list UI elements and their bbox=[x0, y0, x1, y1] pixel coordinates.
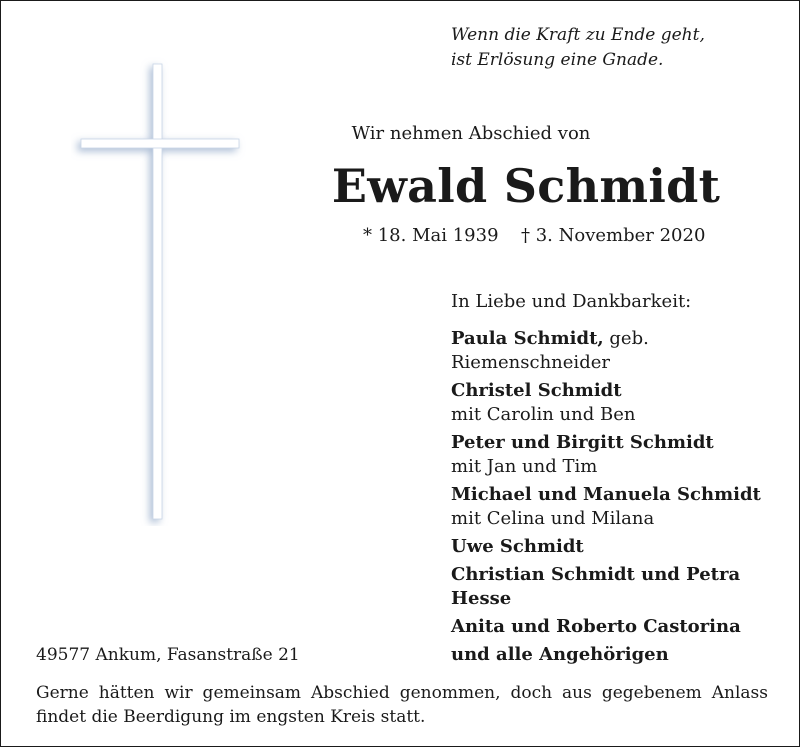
mourner-entry bbox=[451, 615, 799, 639]
funeral-note: Gerne hätten wir gemeinsam Abschied genommen, doch aus gegebenem Anlass findet die Beerdigung im engsten Kreis statt. bbox=[36, 683, 768, 727]
birth-date: * 18. Mai 1939 bbox=[363, 225, 499, 246]
family-address: 49577 Ankum, Fasanstraße 21 bbox=[36, 645, 300, 665]
mourner-entry bbox=[451, 379, 799, 427]
mourner-detail: geb. Riemenschneider bbox=[451, 328, 649, 373]
mourner-entry bbox=[451, 643, 799, 667]
mourner-entry bbox=[451, 535, 799, 559]
mourner-name: Uwe Schmidt bbox=[451, 536, 584, 557]
deceased-name: Ewald Schmidt bbox=[331, 159, 721, 213]
mourner-name: und alle Angehörigen bbox=[451, 644, 669, 665]
quote bbox=[451, 23, 705, 73]
farewell-intro: Wir nehmen Abschied von bbox=[351, 123, 591, 144]
death-date: † 3. November 2020 bbox=[521, 225, 706, 246]
mourner-name: Michael und Manuela Schmidt bbox=[451, 484, 761, 505]
mourner-entry bbox=[451, 431, 799, 479]
mourner-entry bbox=[451, 563, 799, 611]
mourner-name: Christel Schmidt bbox=[451, 380, 622, 401]
mourner-entry bbox=[451, 327, 799, 375]
quote-line-2: ist Erlösung eine Gnade. bbox=[451, 50, 664, 70]
mourner-entry bbox=[451, 483, 799, 531]
mourner-children: mit Jan und Tim bbox=[451, 456, 598, 477]
mourner-name: Paula Schmidt, bbox=[451, 328, 604, 349]
mourner-children: mit Celina und Milana bbox=[451, 508, 655, 529]
mourners-intro: In Liebe und Dankbarkeit: bbox=[451, 291, 692, 312]
mourners-list bbox=[451, 327, 799, 667]
mourner-name: Anita und Roberto Castorina bbox=[451, 616, 741, 637]
mourner-children: mit Carolin und Ben bbox=[451, 404, 636, 425]
quote-line-1: Wenn die Kraft zu Ende geht, bbox=[451, 25, 705, 45]
mourner-name: Peter und Birgitt Schmidt bbox=[451, 432, 714, 453]
mourner-name: Christian Schmidt und Petra Hesse bbox=[451, 564, 741, 609]
